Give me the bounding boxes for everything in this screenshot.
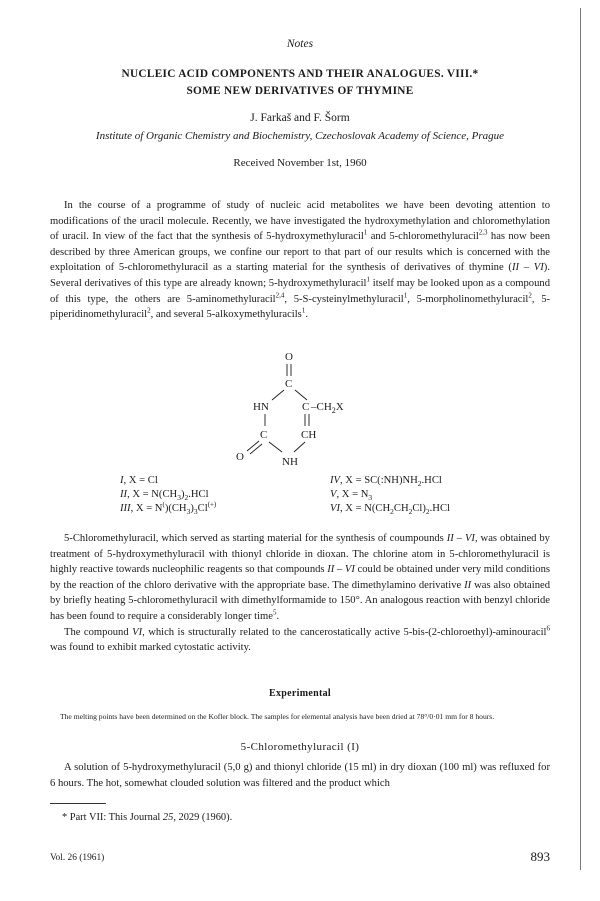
atom-o-left: O [236,451,244,463]
atom-nh: NH [282,456,298,468]
article-title [60,66,540,100]
authors: J. Farkaš and F. Šorm [250,112,350,124]
synthesis-paragraph-2: The compound VI, which is structurally related to the cancerostatically active 5-bis-(2-chloroethyl)-aminouracil$^6$ was found to exhibit marked cytostatic activity. [50,624,550,654]
compound-V: V, $X = N_3$ [330,489,373,503]
substituent-ch2x: $-CH_2X$ [311,401,344,415]
intro-text: In the course of a programme of study of nucleic acid metabolites we have been devoting attention to modifications of the uracil molecule. Recently, we have investigated the hydroxymethylation and chloromethylation of uracil. In view of the fact that the synthesis of 5-hydroxymethyluracil$^1$ and 5-chloromethyluracil$^{2,3}$ has now been described by three American groups, we confine our report to that part of our results which is concerned with the exploitation of 5-chloromethyluracil as a starting material for the synthesis of derivatives of thymine (II – VI). Several derivatives of this type are already known; 5-hydroxymethyluracil$^1$ itself may be looked upon as a compound of this type, the others are 5-aminomethyluracil$^{2,4}$, 5-S-cysteinylmethyluracil$^1$, 5-morpholinomethyluracil$^2$, 5-piperidinomethyluracil$^2$, and several 5-alkoxymethyluracils$^1$. [50,200,551,321]
atom-c-left: C [260,429,268,441]
atom-c-right: C [302,401,310,413]
atom-hn: HN [253,401,269,413]
intro-paragraph [50,198,550,323]
ref-mark: 2 [147,306,151,315]
ref-mark: 2,4 [275,291,285,300]
running-head: Notes [286,38,314,50]
received-date: Received November 1st, 1960 [233,157,367,169]
ref-mark: 2 [528,291,532,300]
affiliation: Institute of Organic Chemistry and Biochemistry, Czechoslovak Academy of Science, Prague [95,130,505,142]
compound-I: I, X = Cl [120,475,158,486]
footnote: * Part VII: This Journal 25, 2029 (1960). [62,812,233,823]
compound-II: II, $X = N(CH_3)_2.HCl$ [120,489,209,503]
compound-VI: VI, $X = N(CH_2CH_2Cl)_2.HCl$ [330,503,450,517]
ref-mark: 1 [403,291,408,300]
ref-mark: 1 [301,306,306,315]
atom-o-top: O [285,351,293,363]
ref-mark: 1 [366,275,370,284]
footnote-rule [50,803,106,804]
journal-volume: Vol. 26 (1961) [50,853,105,863]
atom-ch: CH [301,429,317,441]
compound-III: III, $X = N^()(CH_3)_3Cl^{(+)}$ [120,500,217,517]
experimental-text: A solution of 5-hydroxymethyluracil (5,0 g) and thionyl chloride (15 ml) in dry dioxan (100 ml) was refluxed for 6 hours. The hot, somewhat clouded solution was filtered and the product which [50,762,550,789]
title-line-2: SOME NEW DERIVATIVES OF THYMINE [186,85,414,97]
experimental-paragraph [50,760,550,791]
atom-c-top: C [285,378,293,390]
compound-IV: IV, $X = SC(:NH)NH_2.HCl$ [330,475,442,489]
page-number: 893 [530,849,550,864]
ref-mark: 5 [272,608,277,617]
ref-mark: 6 [546,624,550,633]
thymine-structure-diagram [235,348,385,470]
ref-mark: 1 [363,228,368,237]
compound-list-right [330,474,560,516]
title-line-1: NUCLEIC ACID COMPONENTS AND THEIR ANALOGUES. VIII.* [121,68,479,80]
synthesis-section [50,531,550,656]
experimental-note: The melting points have been determined on the Kofler block. The samples for elemental analysis have been dried at 78°/0·01 mm for 8 hours. [60,712,495,721]
compound-list-left [120,474,330,516]
experimental-subheading: 5-Chloromethyluracil (I) [240,741,360,753]
synthesis-paragraph-1: 5-Chloromethyluracil, which served as starting material for the synthesis of coumpounds II – VI, was obtained by treatment of 5-hydroxymethyluracil with thionyl chloride in dioxan. The chlorine atom in 5-chloromethyluracil is highly reactive towards nucleophilic reagents so that compounds II – VI could be obtained under very mild conditions by the reaction of the chloro derivative with the appropriate base. The dimethylamino derivative II was also obtained by briefly heating 5-chloromethyluracil with dimethylformamide to 150°. An analogous reaction with benzyl chloride has been found to require a considerably longer time$^5$. [50,533,550,622]
experimental-heading: Experimental [269,688,331,699]
ref-mark: 2,3 [478,228,488,237]
